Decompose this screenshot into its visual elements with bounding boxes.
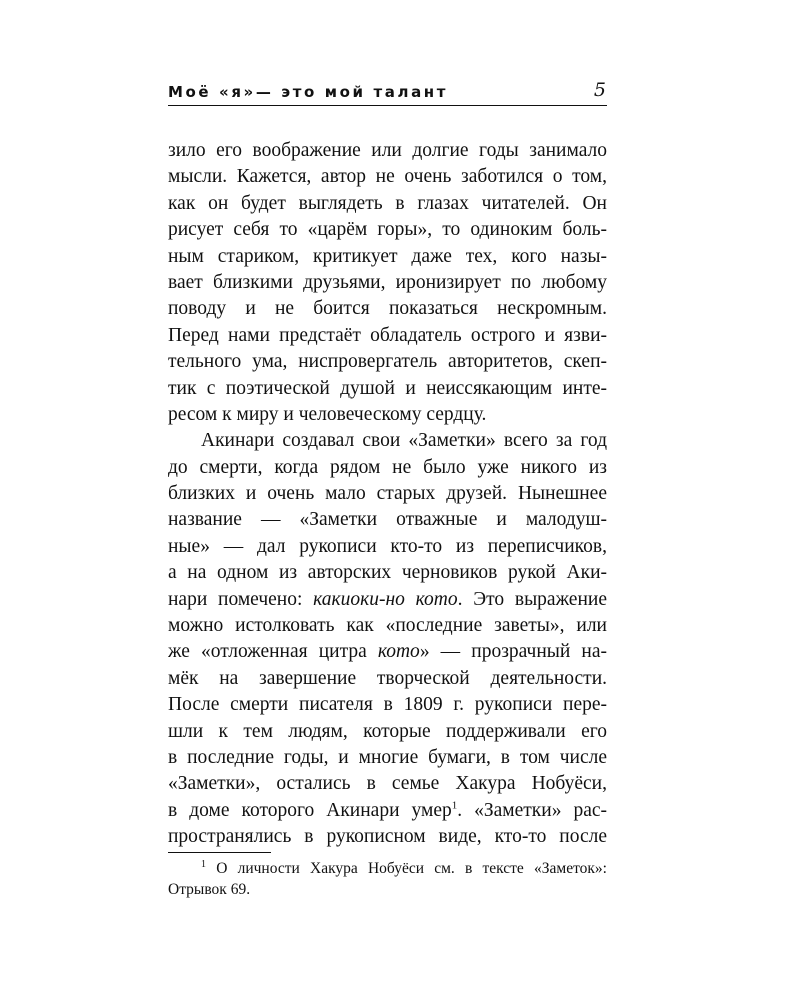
- text-line: до смерти, когда рядом не было уже никого из: [168, 456, 607, 478]
- text-line: ресом к миру и человеческому сердцу.: [168, 403, 487, 425]
- text-line: мёк на завершение творческой деятельности.: [168, 667, 607, 689]
- text-line: близких и очень мало старых друзей. Нынешнее: [168, 483, 607, 505]
- text-line: «Заметки», остались в семье Хакура Нобуёси,: [168, 773, 607, 795]
- text-line: а на одном из авторских черновиков рукой Аки-: [168, 562, 607, 584]
- text-line: в последние годы, и многие бумаги, в том числе: [168, 746, 607, 768]
- header-rule: [168, 105, 607, 106]
- running-head: [168, 79, 608, 107]
- footnote-marker: 1: [201, 858, 206, 870]
- text-line: ные» — дал рукописи кто-то из переписчиков,: [168, 535, 607, 557]
- italic-term: кото: [377, 641, 420, 663]
- text-line: поводу и не боится показаться нескромным.: [168, 298, 607, 320]
- text-line: После смерти писателя в 1809 г. рукописи пере-: [168, 694, 607, 716]
- text-segment: в доме которого Акинари умер: [168, 799, 452, 821]
- text-line: [168, 587, 607, 613]
- footnote-text: О личности Хакура Нобуёси см. в тексте «Заметок»:: [216, 860, 607, 877]
- text-line: мысли. Кажется, автор не очень заботился о том,: [168, 166, 607, 188]
- footnote-reference[interactable]: 1: [451, 799, 458, 812]
- text-line: Перед нами предстаёт обладатель острого и язви-: [168, 324, 607, 346]
- footnote-rule: [168, 852, 271, 853]
- text-line: ным стариком, критикует даже тех, кого назы-: [168, 245, 607, 267]
- text-segment: нари помечено:: [168, 588, 314, 610]
- text-line: пространялись в рукописном виде, кто-то после: [168, 826, 607, 848]
- text-line: название — «Заметки отважные и малодуш-: [168, 509, 607, 531]
- text-segment: » — прозрачный на-: [419, 641, 607, 663]
- text-line: как он будет выглядеть в глазах читателей. Он: [168, 192, 607, 214]
- text-line: тельного ума, ниспровергатель авторитетов, скеп-: [168, 351, 607, 373]
- footnote-line: [168, 858, 607, 879]
- text-line: [168, 639, 607, 665]
- footnote-line: Отрывок 69.: [168, 881, 251, 898]
- body-text: [168, 138, 607, 851]
- running-title: Моё «я»— это мой талант: [168, 83, 449, 101]
- text-segment: же «отложенная цитра: [168, 641, 378, 663]
- footnote: [168, 858, 607, 900]
- text-line: можно истолковать как «последние заветы», или: [168, 615, 607, 637]
- text-segment: . «Заметки» рас-: [457, 799, 607, 821]
- text-line: рисует себя то «царём горы», то одиноким боль-: [168, 219, 607, 241]
- text-line: [168, 798, 607, 824]
- text-line: тик с поэтической душой и неиссякающим инте-: [168, 377, 607, 399]
- page-number: 5: [593, 79, 606, 101]
- text-line: шли к тем людям, которые поддерживали его: [168, 720, 607, 742]
- text-line: зило его воображение или долгие годы занимало: [168, 140, 607, 161]
- text-line: вает близкими друзьями, иронизирует по любому: [168, 271, 607, 293]
- italic-term: какиоки-но кото: [313, 588, 458, 610]
- text-segment: . Это выражение: [457, 588, 607, 610]
- text-line: Акинари создавал свои «Заметки» всего за год: [201, 430, 607, 452]
